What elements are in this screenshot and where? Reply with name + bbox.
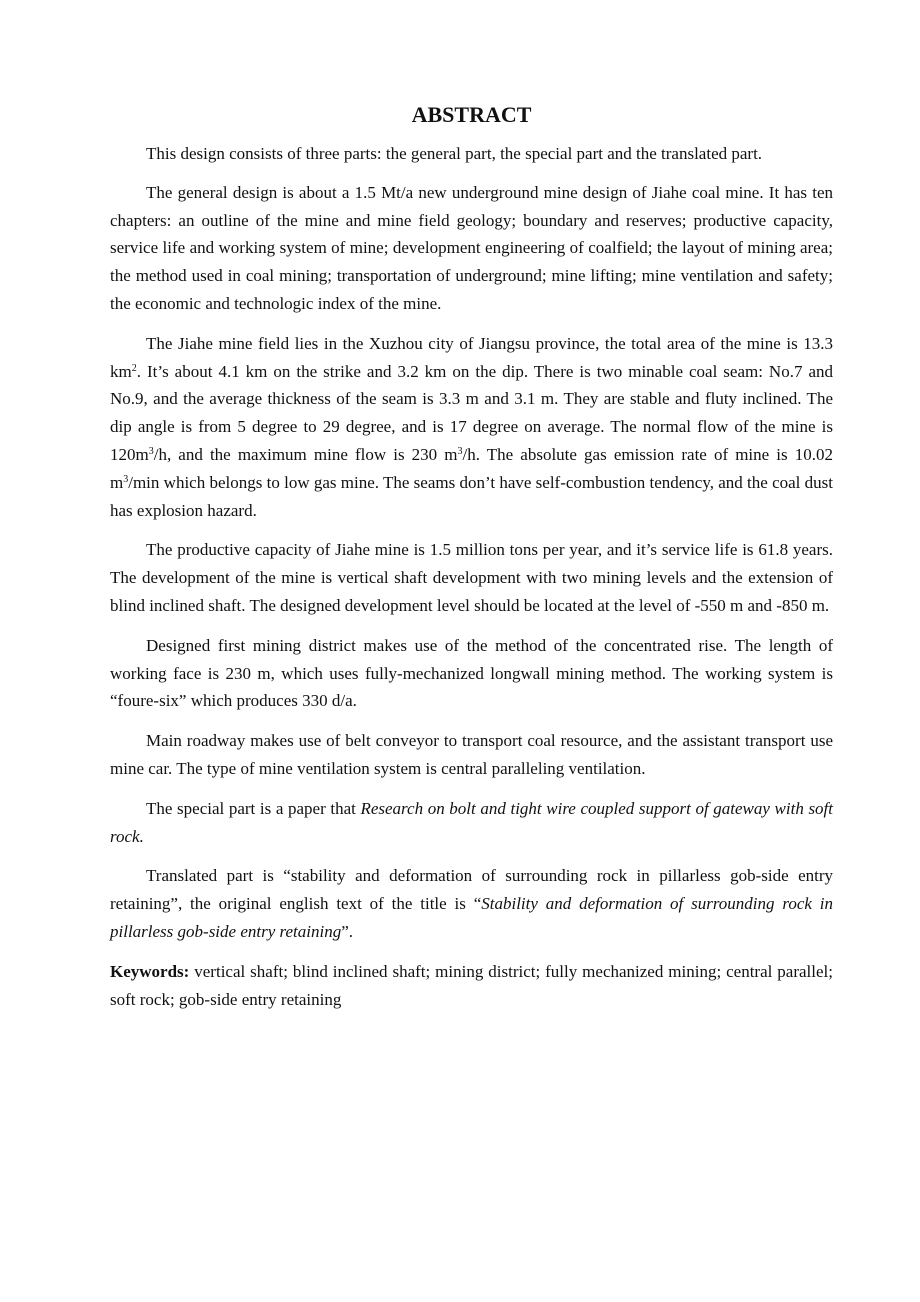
paragraph-translated-part <box>110 862 833 945</box>
abstract-page <box>110 100 833 1013</box>
paragraph-overview: This design consists of three parts: the general part, the special part and the translated part. <box>146 144 763 163</box>
translated-part-text: Translated part is “stability and deformation of surrounding rock in pillarless gob-side entry retaining”, the original english text of the title is “ <box>110 866 833 914</box>
translated-part-end: ”. <box>341 921 354 941</box>
special-part-title: Research on bolt and tight wire coupled support of gateway with soft rock. <box>110 798 834 846</box>
paragraph-mine-field <box>110 330 833 525</box>
paragraph-mining-district: Designed first mining district makes use of the method of the concentrated rise. The length of working face is 230 m, which uses fully-mechanized longwall mining method. The working system is “foure-six” which produces 330 d/a. <box>110 635 833 711</box>
mine-field-text-b: . It’s about 4.1 km on the strike and 3.2 km on the dip. There is two minable coal seam: No.7 and No.9, and the average thickness of the seam is 3.3 m and 3.1 m. They are stable and fluty inclined. The dip angle is from 5 degree to 29 degree, and is 17 degree on average. The normal flow of the mine is 120m <box>110 361 833 464</box>
keywords <box>110 958 833 1014</box>
superscript-3: 3 <box>457 445 463 457</box>
keywords-label: Keywords: <box>110 961 190 981</box>
mine-field-text-d: /h. The absolute gas emission rate of mine is 10.02 m <box>110 444 833 492</box>
paragraph-general-design: The general design is about a 1.5 Mt/a new underground mine design of Jiahe coal mine. It has ten chapters: an outline of the mine and mine field geology; boundary and reserves; productive capacity, service life and working system of mine; development engineering of coalfield; the layout of mining area; the method used in coal mining; transportation of underground; mine lifting; mine ventilation and safety; the economic and technologic index of the mine. <box>110 182 833 313</box>
superscript-3: 3 <box>123 473 129 485</box>
paragraph-transport-ventilation: Main roadway makes use of belt conveyor to transport coal resource, and the assistant transport use mine car. The type of mine ventilation system is central paralleling ventilation. <box>110 731 833 778</box>
paragraph-special-part <box>110 795 833 851</box>
special-part-text: The special part is a paper that <box>146 798 361 818</box>
superscript-3: 3 <box>148 445 154 457</box>
mine-field-text-a: The Jiahe mine field lies in the Xuzhou city of Jiangsu province, the total area of the mine is 13.3 km <box>110 333 833 381</box>
superscript-2: 2 <box>131 362 137 374</box>
page-title: ABSTRACT <box>411 102 532 127</box>
keywords-text: vertical shaft; blind inclined shaft; mining district; fully mechanized mining; central parallel; soft rock; gob-side entry retaining <box>110 961 833 1009</box>
mine-field-text-e: /min which belongs to low gas mine. The seams don’t have self-combustion tendency, and the coal dust has explosion hazard. <box>110 472 833 520</box>
paragraph-productive-capacity: The productive capacity of Jiahe mine is 1.5 million tons per year, and it’s service life is 61.8 years. The development of the mine is vertical shaft development with two mining levels and the extension of blind inclined shaft. The designed development level should be located at the level of -550 m and -850 m. <box>110 540 833 615</box>
mine-field-text-c: /h, and the maximum mine flow is 230 m <box>153 444 458 464</box>
translated-part-title: Stability and deformation of surrounding rock in pillarless gob-side entry retaining <box>110 894 833 941</box>
